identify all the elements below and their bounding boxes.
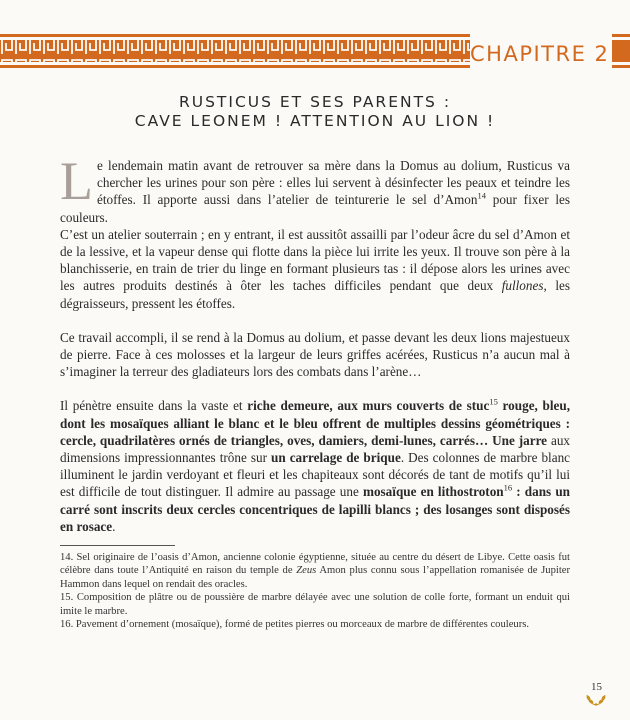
section-title-line1: RUSTICUS ET SES PARENTS : — [178, 93, 452, 111]
drop-cap: L — [60, 151, 93, 211]
section-title-line2: CAVE LEONEM ! ATTENTION AU LION ! — [134, 112, 496, 130]
footnote-divider — [60, 545, 175, 546]
laurel-icon — [585, 692, 607, 706]
footnote-ref-16[interactable]: 16 — [503, 483, 513, 494]
paragraph-4: Il pénètre ensuite dans la vaste et riche demeure, aux murs couverts de stuc$^{15}$ rouge, bleu, dont les mosaïques alliant le blanc et le bleu offrent de multiples dessins géométriques : cercle, quadrilatères ornés de triangles, oves, damiers, demi-lunes, carrés… Une jarre aux dimensions impressionnantes trône sur un carrelage de brique. Des colonnes de marbre blanc illuminent le jardin verdoyant et fleuri et les chapiteaux sont décorés de tant de motifs qu’il lui est difficile de tout distinguer. Il admire au passage une mosaïque en lithostroton$^{16}$ : dans un carré sont inscrits deux cercles concentriques de lapilli blancs ; des losanges sont disposés en rosace. — [60, 397, 571, 534]
footnote-ref-14[interactable]: 14 — [477, 191, 486, 202]
paragraph-2: C’est un atelier souterrain ; en y entrant, il est aussitôt assailli par l’odeur âcre du sel d’Amon et de la lessive, et la vapeur dense qui flotte dans la pièce lui irrite les yeux. Il trouve son père à la blanchisserie, en train de trier du linge en formant plusieurs tas : il dépose alors les urines avec les autres produits destinés à ôter les taches difficiles pendant que deux fullones, les dégraisseurs, pressent les étoffes. — [60, 226, 571, 311]
footnote-16: 16. Pavement d’ornement (mosaïque), formé de petites pierres ou morceaux de marbre de différentes couleurs. — [60, 619, 529, 631]
paragraph-3: Ce travail accompli, il se rend à la Domus au dolium, et passe devant les deux lions majestueux de pierre. Face à ces molosses et la largeur de leurs griffes acérées, Rusticus n’a aucun mal à s’imaginer la terreur des gladiateurs lors des combats dans l’arène… — [60, 329, 570, 380]
page-number: 15 — [591, 681, 602, 693]
greek-key-icon — [0, 34, 470, 68]
body-text — [60, 151, 571, 535]
footnote-15: 15. Composition de plâtre ou de poussière de marbre délayée avec une solution de colle forte, formant un enduit qui imite le marbre. — [60, 592, 570, 617]
footnote-ref-15[interactable]: 15 — [489, 397, 498, 408]
chapter-label: CHAPITRE 2 — [470, 42, 610, 66]
footnotes — [60, 551, 570, 631]
paragraph-1: Le lendemain matin avant de retrouver sa mère dans la Domus au dolium, Rusticus va chercher les urines pour son père : elles lui servent à désinfecter les peaux et teindre les étoffes. Il apporte aussi dans l’atelier de teinturerie le sel d’Amon$^{14}$ pour fixer les couleurs. — [60, 151, 570, 225]
footnote-14: 14. Sel originaire de l’oasis d’Amon, ancienne colonie égyptienne, située au centre du désert de Libye. Cette oasis fut célèbre dans toute l’Antiquité en raison du temple de Zeus Amon plus connu sous l’appellation romanisée de Jupiter Hammon dans lequel on rendait des oracles. — [60, 552, 570, 590]
band-end-icon — [612, 34, 630, 68]
